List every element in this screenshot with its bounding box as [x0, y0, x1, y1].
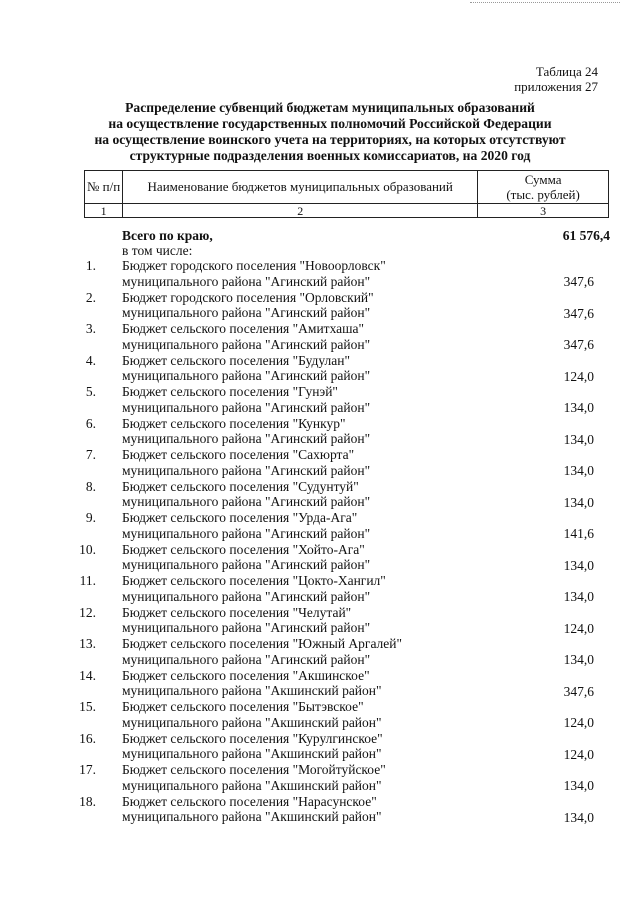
budget-name-line-2: муниципального района "Акшинский район": [122, 746, 382, 761]
column-header-number: № п/п: [85, 171, 123, 204]
budget-name: [122, 794, 382, 825]
budget-name-line-2: муниципального района "Агинский район": [122, 588, 371, 604]
budget-name-line-2: муниципального района "Акшинский район": [122, 683, 382, 698]
row-amount: 124,0: [563, 746, 594, 762]
budget-name-line-2: муниципального района "Агинский район": [122, 525, 371, 541]
budget-name-line-2: муниципального района "Акшинский район": [122, 714, 382, 730]
budget-name-line-1: Бюджет сельского поселения "Кункур": [122, 415, 346, 431]
row-amount: 347,6: [563, 274, 594, 289]
table-row: [79, 730, 610, 763]
budget-name: [122, 699, 382, 730]
budget-name: [122, 447, 370, 478]
row-number: 17.: [79, 762, 96, 777]
row-number: 3.: [85, 321, 96, 336]
budget-name-line-1: Бюджет сельского поселения "Южный Аргалей": [122, 636, 403, 651]
budget-name-line-2: муниципального района "Агинский район": [122, 557, 371, 572]
scan-artifact-line: [470, 2, 620, 4]
budget-name-line-1: Бюджет сельского поселения "Судунтуй": [122, 478, 359, 494]
row-amount: 134,0: [563, 557, 594, 573]
budget-name-line-2: муниципального района "Агинский район": [122, 399, 371, 415]
row-number: 8.: [85, 478, 96, 494]
table-row: [84, 416, 610, 448]
table-row: [84, 479, 610, 511]
table-row: [79, 636, 610, 668]
budget-name-line-2: муниципального района "Агинский район": [122, 431, 371, 446]
row-number: 4.: [85, 352, 96, 368]
row-number: 7.: [85, 447, 96, 462]
table-row: [84, 258, 610, 290]
budget-name-line-1: Бюджет городского поселения "Новоорловск": [122, 258, 386, 273]
column-number-3: 3: [478, 204, 609, 218]
budget-name: [122, 290, 374, 321]
budget-name-line-1: Бюджет сельского поселения "Гунэй": [122, 384, 338, 399]
budget-name: [122, 542, 370, 573]
including-label: в том числе:: [122, 243, 193, 258]
budget-name-line-2: муниципального района "Агинский район": [122, 273, 371, 289]
table-header: [84, 170, 609, 218]
table-row: [79, 699, 610, 731]
budget-name-line-1: Бюджет сельского поселения "Бытэвское": [122, 699, 364, 714]
title-line: структурные подразделения военных комиссариатов, на 2020 год: [129, 148, 531, 163]
total-label: Всего по краю,: [122, 228, 213, 243]
row-amount: 134,0: [563, 400, 594, 415]
budget-name-line-2: муниципального района "Агинский район": [122, 620, 371, 635]
budget-name-line-1: Бюджет сельского поселения "Курулгинское": [122, 730, 383, 746]
budget-name-line-1: Бюджет сельского поселения "Могойтуйское": [122, 762, 386, 777]
budget-name-line-1: Бюджет городского поселения "Орловский": [122, 289, 374, 305]
appendix-reference: приложения 27: [514, 79, 598, 94]
budget-name: [122, 321, 370, 352]
budget-name: [122, 510, 370, 541]
row-amount: 134,0: [563, 463, 594, 478]
row-amount: 134,0: [563, 431, 594, 447]
budget-name-line-1: Бюджет сельского поселения "Сахюрта": [122, 447, 355, 462]
column-header-name: Наименование бюджетов муниципальных образований: [123, 171, 478, 204]
row-number: 5.: [85, 384, 96, 399]
budget-name-line-1: Бюджет сельского поселения "Нарасунское": [122, 793, 377, 809]
column-header-amount: [478, 171, 609, 204]
row-number: 2.: [85, 289, 96, 305]
amount-header-label: Сумма: [524, 172, 562, 187]
row-number: 13.: [79, 636, 96, 651]
table-row: [79, 604, 610, 637]
title-line: Распределение субвенций бюджетам муниципальных образований: [125, 100, 535, 115]
title-line: на осуществление государственных полномочий Российской Федерации: [108, 116, 552, 131]
row-amount: 124,0: [563, 620, 594, 636]
budget-name-line-2: муниципального района "Акшинский район": [122, 777, 382, 793]
table-row: [79, 541, 610, 574]
table-row: [84, 321, 610, 353]
budget-name: [122, 731, 383, 762]
document-title: [60, 100, 600, 164]
table-reference: Таблица 24: [535, 64, 598, 79]
budget-name-line-1: Бюджет сельского поселения "Челутай": [122, 604, 352, 620]
row-number: 10.: [79, 541, 96, 557]
row-number: 15.: [79, 699, 96, 714]
table-row: [84, 447, 610, 479]
budget-name: [122, 416, 370, 447]
budget-name-line-2: муниципального района "Агинский район": [122, 336, 371, 352]
row-amount: 134,0: [563, 589, 594, 604]
title-line: на осуществление воинского учета на территориях, на которых отсутствуют: [94, 132, 566, 147]
row-number: 6.: [85, 415, 96, 431]
column-number-2: 2: [123, 204, 478, 218]
row-number: 9.: [85, 510, 96, 525]
budget-name-line-2: муниципального района "Агинский район": [122, 305, 371, 320]
table-row: [79, 573, 610, 605]
budget-name-line-1: Бюджет сельского поселения "Цокто-Хангил": [122, 573, 386, 588]
budget-name: [122, 479, 370, 510]
total-value: 61 576,4: [562, 228, 610, 243]
column-number-1: 1: [85, 204, 123, 218]
budget-name-line-1: Бюджет сельского поселения "Акшинское": [122, 667, 370, 683]
table-row: [79, 793, 610, 826]
table-row: [84, 384, 610, 416]
budget-name-line-1: Бюджет сельского поселения "Хойто-Ага": [122, 541, 365, 557]
row-amount: 347,6: [563, 305, 594, 321]
budget-name: [122, 258, 386, 289]
row-amount: 141,6: [563, 526, 594, 541]
row-number: 16.: [79, 730, 96, 746]
row-amount: 347,6: [563, 337, 594, 352]
budget-name-line-2: муниципального района "Агинский район": [122, 494, 371, 509]
row-amount: 134,0: [563, 778, 594, 793]
budget-name-line-2: муниципального района "Агинский район": [122, 651, 371, 667]
row-number: 18.: [79, 793, 96, 809]
row-number: 1.: [85, 258, 96, 273]
row-amount: 347,6: [563, 683, 594, 699]
budget-name-line-2: муниципального района "Акшинский район": [122, 809, 382, 824]
table-row: [84, 353, 610, 385]
row-number: 12.: [79, 604, 96, 620]
budget-name: [122, 668, 382, 699]
row-amount: 124,0: [563, 715, 594, 730]
budget-name: [122, 384, 370, 415]
row-amount: 134,0: [563, 494, 594, 510]
table-row: [84, 510, 610, 542]
budget-name: [122, 636, 402, 667]
budget-name-line-2: муниципального района "Агинский район": [122, 462, 371, 478]
row-amount: 134,0: [563, 652, 594, 667]
table-body: [79, 258, 610, 825]
row-number: 14.: [79, 667, 96, 683]
row-amount: 124,0: [563, 368, 594, 384]
table-row: [79, 762, 610, 794]
table-row: [84, 290, 610, 322]
budget-name-line-1: Бюджет сельского поселения "Амитхаша": [122, 321, 365, 336]
budget-name-line-1: Бюджет сельского поселения "Урда-Ага": [122, 510, 358, 525]
budget-name-line-2: муниципального района "Агинский район": [122, 368, 371, 383]
table-row: [79, 667, 610, 700]
budget-name-line-1: Бюджет сельского поселения "Будулан": [122, 352, 350, 368]
amount-header-unit: (тыс. рублей): [506, 187, 580, 202]
budget-name: [122, 353, 370, 384]
budget-name: [122, 762, 386, 793]
budget-name: [122, 573, 386, 604]
budget-name: [122, 605, 370, 636]
row-number: 11.: [79, 573, 96, 588]
row-amount: 134,0: [563, 809, 594, 825]
